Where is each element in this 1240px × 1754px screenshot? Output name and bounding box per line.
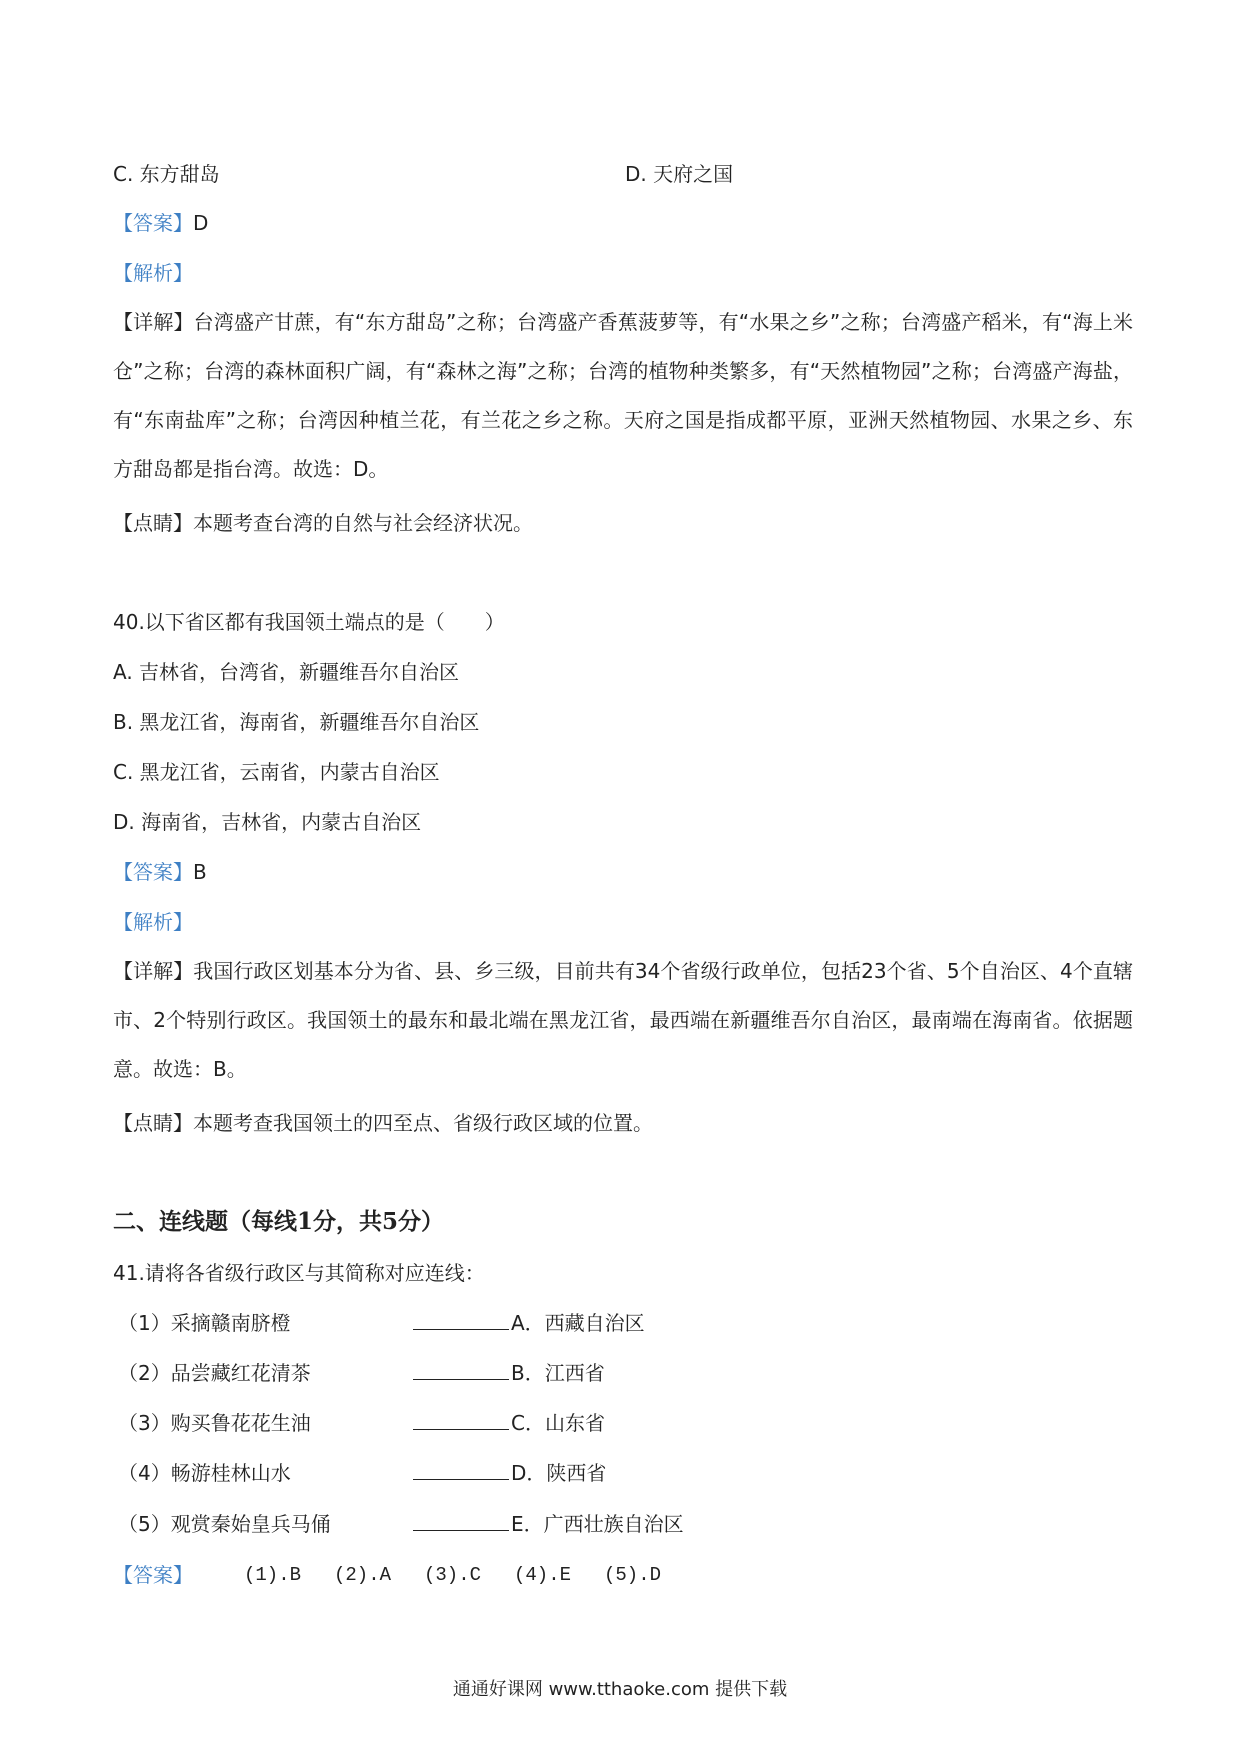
- q39-option-d: D. 天府之国: [625, 162, 734, 186]
- comment-tag: 【点睛】: [113, 511, 193, 535]
- answer-value: B: [193, 860, 207, 884]
- answer-blank[interactable]: [413, 1359, 509, 1380]
- q39-detail: [113, 298, 1133, 494]
- footer-source: 通通好课网 www.tthaoke.com 提供下载: [452, 1679, 788, 1700]
- q40-analysis-tag: 【解析】: [113, 910, 193, 934]
- section-title: 二、连线题（每线1分，共5分）: [113, 1208, 445, 1235]
- match-left-item: （3）购买鲁花花生油: [118, 1411, 311, 1435]
- answer-blank[interactable]: [413, 1510, 509, 1531]
- q41-answer-item: (3).C: [424, 1564, 482, 1586]
- q40-option-d: D. 海南省，吉林省，内蒙古自治区: [113, 810, 422, 834]
- q40-answer: [113, 857, 207, 887]
- comment-text: 本题考查我国领土的四至点、省级行政区域的位置。: [193, 1111, 653, 1135]
- match-right-item: B．江西省: [413, 1358, 605, 1388]
- q40-comment: [113, 1108, 653, 1138]
- match-right-item: E．广西壮族自治区: [413, 1509, 684, 1539]
- q40-option-c: C. 黑龙江省，云南省，内蒙古自治区: [113, 760, 440, 784]
- match-left-item: （2）品尝藏红花清茶: [118, 1361, 311, 1385]
- detail-tag: 【详解】: [113, 959, 194, 983]
- match-left-item: （4）畅游桂林山水: [118, 1461, 291, 1485]
- q39-option-c: C. 东方甜岛: [113, 162, 220, 186]
- answer-value: D: [193, 211, 209, 235]
- answer-blank[interactable]: [413, 1409, 509, 1430]
- q40-detail: [113, 947, 1133, 1094]
- q40-option-a: A. 吉林省，台湾省，新疆维吾尔自治区: [113, 660, 460, 684]
- q40-stem: 40.以下省区都有我国领土端点的是（ ）: [113, 610, 505, 634]
- q39-comment: [113, 508, 533, 538]
- match-right-item: C．山东省: [413, 1408, 605, 1438]
- q41-stem: 41.请将各省级行政区与其简称对应连线：: [113, 1261, 485, 1285]
- q39-answer: [113, 208, 208, 238]
- q41-answer-tag: 【答案】: [113, 1563, 193, 1587]
- match-left-item: （5）观赏秦始皇兵马俑: [118, 1512, 331, 1536]
- answer-tag: 【答案】: [113, 211, 193, 235]
- q41-answer-item: (5).D: [604, 1564, 662, 1586]
- detail-text: 台湾盛产甘蔗，有“东方甜岛”之称；台湾盛产香蕉菠萝等，有“水果之乡”之称；台湾盛产稻米，有“海上米仓”之称；台湾的森林面积广阔，有“森林之海”之称；台湾的植物种类繁多，有“天然植物园”之称；台湾盛产海盐，有“东南盐库”之称；台湾因种植兰花，有兰花之乡之称。天府之国是指成都平原，亚洲天然植物园、水果之乡、东方甜岛都是指台湾。故选：D。: [113, 310, 1134, 481]
- answer-blank[interactable]: [413, 1309, 509, 1330]
- q41-answer-item: (1).B: [244, 1564, 302, 1586]
- match-right-item: D．陕西省: [413, 1458, 606, 1488]
- match-left-item: （1）采摘赣南脐橙: [118, 1311, 291, 1335]
- detail-tag: 【详解】: [113, 310, 194, 334]
- q41-answer-item: (2).A: [334, 1564, 392, 1586]
- match-right-item: A．西藏自治区: [413, 1308, 645, 1338]
- q40-option-b: B. 黑龙江省，海南省，新疆维吾尔自治区: [113, 710, 480, 734]
- q41-answer-item: (4).E: [514, 1564, 572, 1586]
- q39-analysis-tag: 【解析】: [113, 261, 193, 285]
- comment-text: 本题考查台湾的自然与社会经济状况。: [193, 511, 533, 535]
- answer-tag: 【答案】: [113, 860, 193, 884]
- comment-tag: 【点睛】: [113, 1111, 193, 1135]
- answer-blank[interactable]: [413, 1459, 509, 1480]
- detail-text: 我国行政区划基本分为省、县、乡三级，目前共有34个省级行政单位，包括23个省、5个自治区、4个直辖市、2个特别行政区。我国领土的最东和最北端在黑龙江省，最西端在新疆维吾尔自治区，最南端在海南省。依据题意。故选：B。: [113, 959, 1133, 1081]
